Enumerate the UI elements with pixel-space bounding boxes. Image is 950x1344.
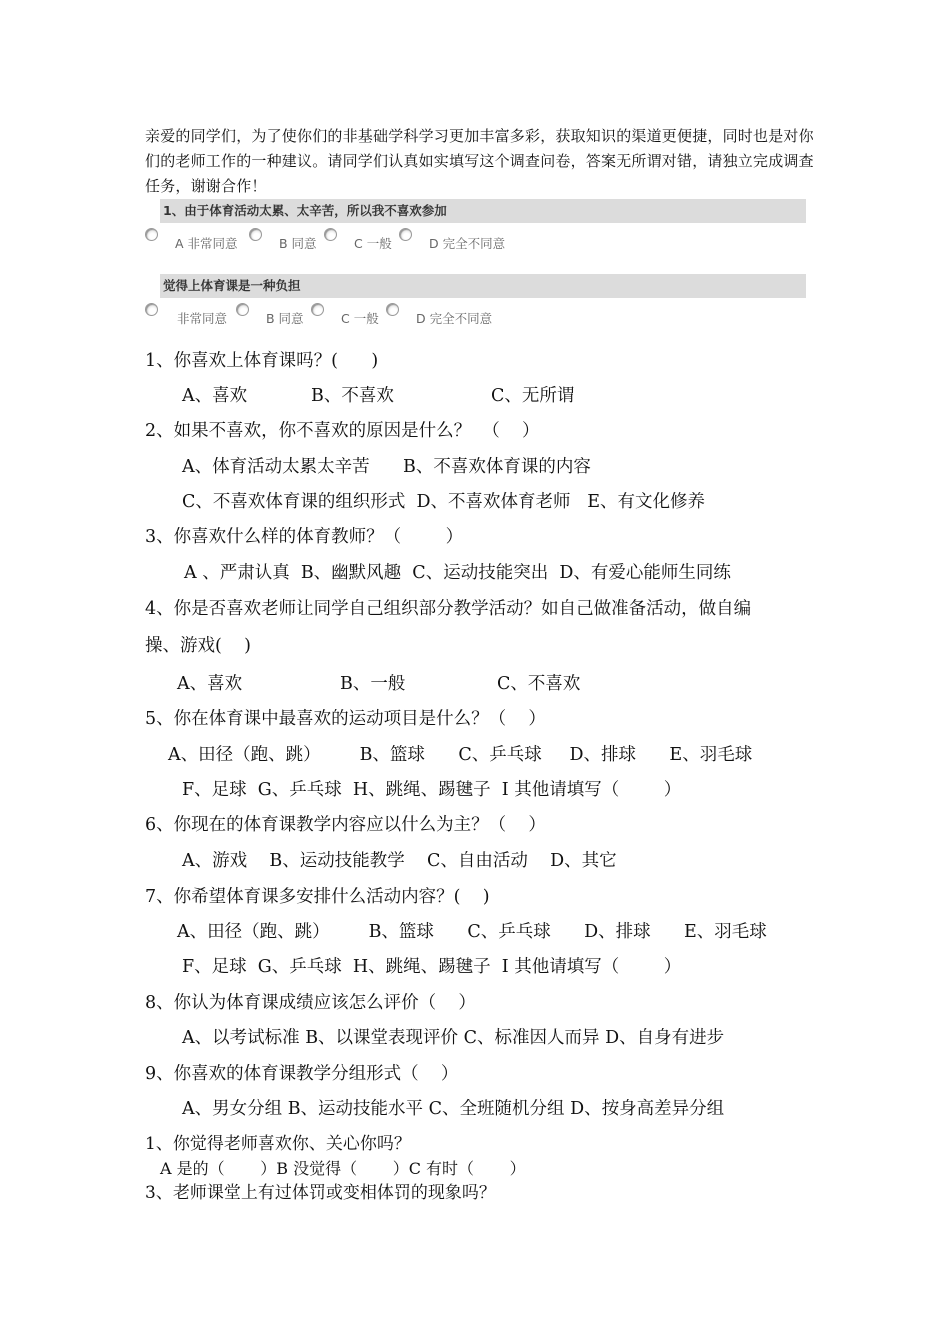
question-extra-3: 3、老师课堂上有过体罚或变相体罚的现象吗？ [145,1183,496,1203]
answer-options: A、游戏 B、运动技能教学 C、自由活动 D、其它 [182,851,617,871]
answer-options: F、足球 G、乒乓球 H、跳绳、踢毽子 I 其他请填写（ ） [182,957,682,977]
option-label: D 完全不同意 [416,311,493,326]
option-label: 非常同意 [177,311,228,326]
question-2: 2、如果不喜欢，你不喜欢的原因是什么？ （ ） [145,421,540,441]
question-4: 4、你是否喜欢老师让同学自己组织部分教学活动？如自己做准备活动，做自编 [145,599,752,619]
radio-option-a[interactable] [145,303,158,316]
web-question-1-title: 1、由于体育活动太累、太辛苦，所以我不喜欢参加 [160,199,806,223]
question-6: 6、你现在的体育课教学内容应以什么为主？（ ） [145,815,546,835]
answer-option: B、不喜欢 [311,386,394,406]
radio-option-d[interactable] [399,228,412,241]
option-label: C 一般 [354,236,392,251]
answer-option: B、一般 [340,674,406,694]
answer-options: A、田径（跑、跳） B、篮球 C、乒乓球 D、排球 E、羽毛球 [177,922,767,942]
web-question-1-options [145,228,805,252]
answer-option: C、无所谓 [491,386,575,406]
answer-options: C、不喜欢体育课的组织形式 D、不喜欢体育老师 E、有文化修养 [182,492,706,512]
radio-option-c[interactable] [311,303,324,316]
answer-options: F、足球 G、乒乓球 H、跳绳、踢毽子 I 其他请填写（ ） [182,780,682,800]
question-9: 9、你喜欢的体育课教学分组形式（ ） [145,1064,459,1084]
option-label: A 非常同意 [175,236,238,251]
question-8: 8、你认为体育课成绩应该怎么评价（ ） [145,993,476,1013]
answer-options: A、男女分组 B、运动技能水平 C、全班随机分组 D、按身高差异分组 [182,1099,725,1119]
answer-options: A 是的（ ）B 没觉得（ ）C 有时（ ） [160,1159,526,1178]
answer-options: A、田径（跑、跳） B、篮球 C、乒乓球 D、排球 E、羽毛球 [168,745,753,765]
option-label: B 同意 [266,311,304,326]
answer-options: A 、严肃认真 B、幽默风趣 C、运动技能突出 D、有爱心能师生同练 [184,563,731,583]
radio-option-a[interactable] [145,228,158,241]
question-1: 1、你喜欢上体育课吗？( ) [145,351,379,371]
question-extra-1: 1、你觉得老师喜欢你、关心你吗？ [145,1134,411,1154]
option-label: B 同意 [279,236,317,251]
radio-option-c[interactable] [324,228,337,241]
option-label: C 一般 [341,311,379,326]
answer-options: A、以考试标准 B、以课堂表现评价 C、标准因人而异 D、自身有进步 [182,1028,725,1048]
question-5: 5、你在体育课中最喜欢的运动项目是什么？（ ） [145,709,546,729]
question-3: 3、你喜欢什么样的体育教师？（ ） [145,527,464,547]
radio-option-d[interactable] [386,303,399,316]
radio-option-b[interactable] [249,228,262,241]
radio-option-b[interactable] [236,303,249,316]
question-7: 7、你希望体育课多安排什么活动内容？( ) [145,887,490,907]
question-4-continued: 操、游戏( ) [145,636,251,656]
answer-options: A、体育活动太累太辛苦 B、不喜欢体育课的内容 [182,457,591,477]
answer-option: C、不喜欢 [497,674,581,694]
web-question-2-options [145,303,805,327]
option-label: D 完全不同意 [429,236,506,251]
intro-paragraph: 亲爱的同学们，为了使你们的非基础学科学习更加丰富多彩，获取知识的渠道更便捷，同时也是对你们的老师工作的一种建议。请同学们认真如实填写这个调查问卷，答案无所谓对错，请独立完成调查任务，谢谢合作！ [145,127,814,195]
answer-option: A、喜欢 [177,674,243,694]
web-question-2-title: 觉得上体育课是一种负担 [160,274,806,298]
answer-option: A、喜欢 [182,386,248,406]
